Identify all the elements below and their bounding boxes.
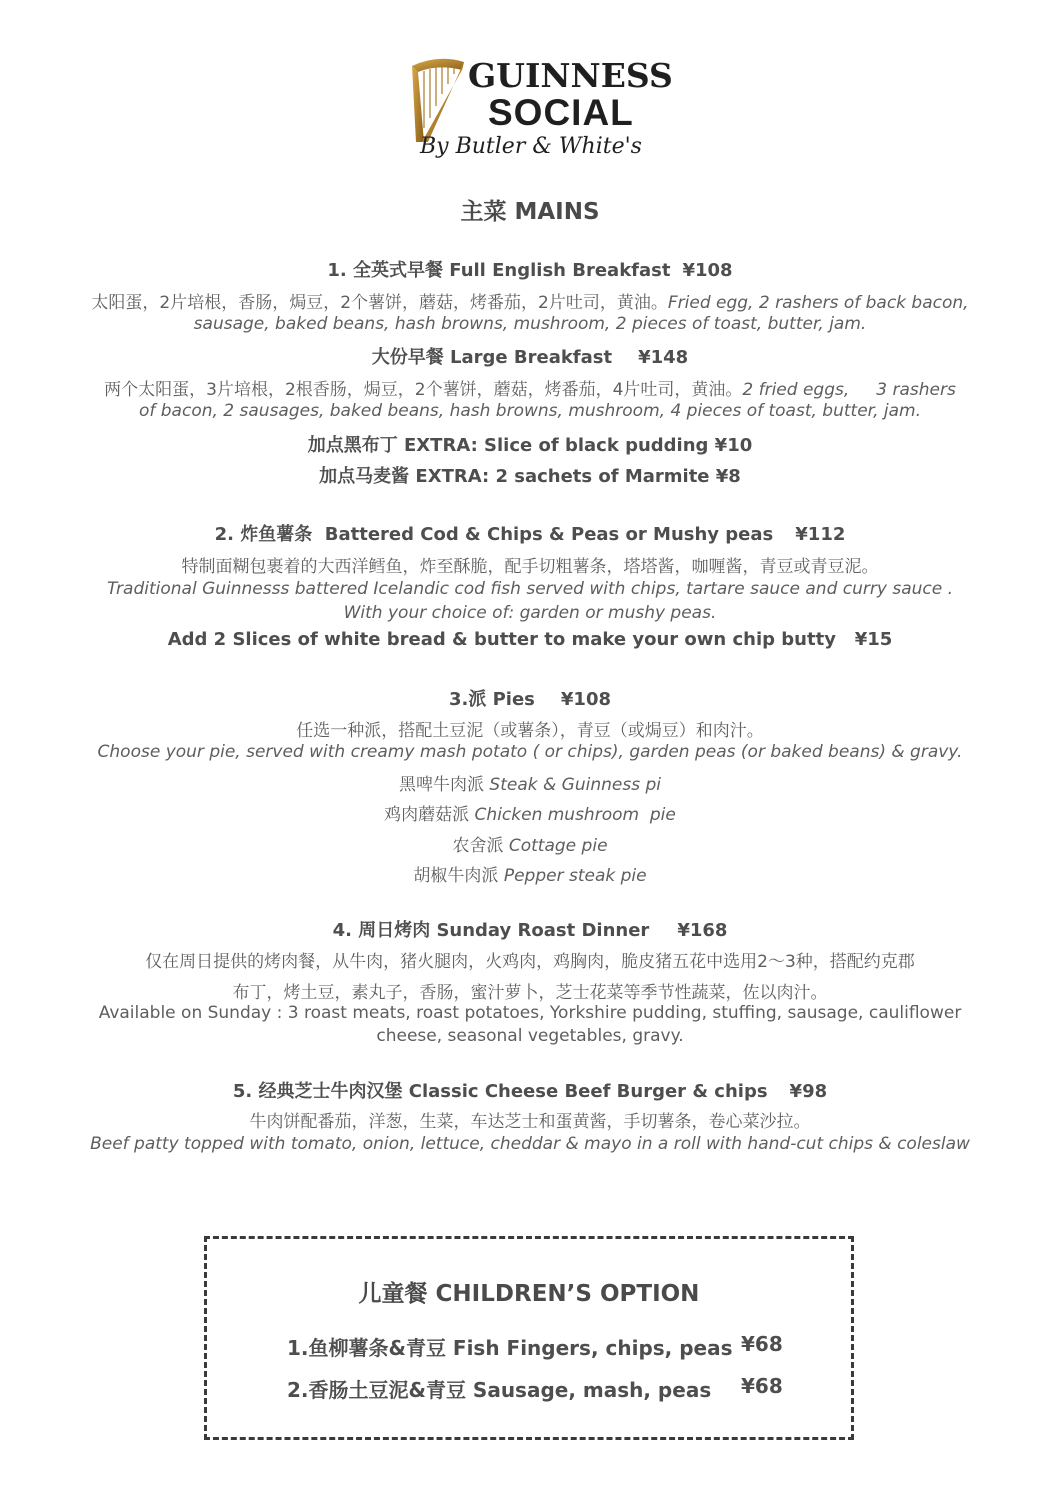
fish-desc-en2: With your choice of: garden or mushy peas.: [343, 603, 717, 623]
breakfast-price: ¥108: [682, 260, 733, 281]
roast-desc-zh1: 仅在周日提供的烤肉餐，从牛肉，猪火腿肉，火鸡肉，鸡胸肉，脆皮猪五花中选用2～3种，搭配约克郡: [145, 952, 915, 972]
roast-price: ¥168: [677, 920, 728, 941]
large-breakfast-desc-line1: [0, 375, 1060, 400]
pie-option-zh: 胡椒牛肉派: [413, 866, 499, 886]
fish-heading: [0, 520, 1060, 546]
roast-desc-en2: cheese, seasonal vegetables, gravy.: [376, 1026, 684, 1046]
roast-desc-zh2: 布丁，烤土豆，素丸子，香肠，蜜汁萝卜，芝士花菜等季节性蔬菜，佐以肉汁。: [232, 983, 828, 1003]
children-item-price: ¥68: [741, 1332, 783, 1356]
logo-name: SOCIAL: [488, 92, 634, 133]
fish-price: ¥112: [795, 524, 846, 545]
children-option-box: [204, 1236, 854, 1440]
pie-option-en: Pepper steak pie: [503, 866, 647, 886]
pie-option: [0, 831, 1060, 856]
pies-heading: [0, 685, 1060, 711]
pies-desc-zh: 任选一种派，搭配土豆泥（或薯条），青豆（或焗豆）和肉汁。: [296, 721, 764, 741]
breakfast-heading: [0, 256, 1060, 282]
breakfast-desc-en: Fried egg, 2 rashers of back bacon,: [667, 293, 969, 313]
logo-byline: By Butler & White's: [420, 134, 642, 159]
pie-option: [0, 770, 1060, 795]
guinness-social-logo: [408, 54, 673, 159]
pie-option-zh: 农舍派: [452, 836, 504, 856]
fish-desc-en1: Traditional Guinnesss battered Icelandic cod fish served with chips, tartare sauce and curry sauce .: [106, 579, 953, 599]
burger-desc-en: Beef patty topped with tomato, onion, lettuce, cheddar & mayo in a roll with hand-cut chips & coleslaw: [90, 1134, 970, 1154]
pie-option-en: Steak & Guinness pi: [489, 775, 661, 795]
pies-heading-text: 3.派 Pies: [448, 689, 535, 710]
pie-option-en: Chicken mushroom pie: [474, 805, 676, 825]
extra-black-pudding: 加点黑布丁 EXTRA: Slice of black pudding ¥10: [307, 435, 753, 456]
children-item-label: 2.香肠土豆泥&青豆 Sausage, mash, peas: [287, 1378, 712, 1402]
large-breakfast-desc-zh: 两个太阳蛋，3片培根，2根香肠，焗豆，2个薯饼，蘑菇，烤番茄，4片吐司，黄油。: [104, 380, 743, 400]
roast-heading-text: 4. 周日烤肉 Sunday Roast Dinner: [332, 920, 650, 941]
pies-price: ¥108: [560, 689, 612, 710]
pie-option: [0, 861, 1060, 886]
burger-heading: [0, 1077, 1060, 1103]
large-breakfast-desc-en: 2 fried eggs, 3 rashers: [742, 380, 956, 400]
burger-heading-text: 5. 经典芝士牛肉汉堡 Classic Cheese Beef Burger & chips: [232, 1081, 768, 1102]
breakfast-desc-zh: 太阳蛋，2片培根，香肠，焗豆，2个薯饼，蘑菇，烤番茄，2片吐司，黄油。: [91, 293, 668, 313]
roast-desc-en1: Available on Sunday : 3 roast meats, roast potatoes, Yorkshire pudding, stuffing, sausage, cauliflower: [98, 1003, 962, 1023]
pie-option-en: Cottage pie: [508, 836, 608, 856]
children-item-price: ¥68: [741, 1374, 783, 1398]
pies-desc-en: Choose your pie, served with creamy mash potato ( or chips), garden peas (or baked beans) & gravy.: [97, 742, 963, 762]
fish-addon: Add 2 Slices of white bread & butter to make your own chip butty ¥15: [167, 629, 893, 650]
logo-brand: GUINNESS: [468, 56, 673, 95]
breakfast-desc-line2: sausage, baked beans, hash browns, mushroom, 2 pieces of toast, butter, jam.: [193, 314, 867, 334]
mains-title: 主菜 MAINS: [460, 199, 600, 225]
children-title: 儿童餐 CHILDREN’S OPTION: [358, 1281, 700, 1307]
large-breakfast-price: ¥148: [638, 347, 689, 368]
large-breakfast-desc-line2: of bacon, 2 sausages, baked beans, hash browns, mushroom, 4 pieces of toast, butter, jam.: [138, 401, 922, 421]
roast-heading: [0, 916, 1060, 942]
harp-icon: [408, 56, 466, 144]
pie-option-zh: 鸡肉蘑菇派: [384, 805, 470, 825]
extra-marmite: 加点马麦酱 EXTRA: 2 sachets of Marmite ¥8: [319, 466, 741, 487]
children-item-label: 1.鱼柳薯条&青豆 Fish Fingers, chips, peas: [287, 1336, 733, 1360]
fish-heading-text: 2. 炸鱼薯条 Battered Cod & Chips & Peas or Mushy peas: [214, 524, 774, 545]
breakfast-heading-text: 1. 全英式早餐 Full English Breakfast: [327, 260, 671, 281]
burger-price: ¥98: [789, 1081, 828, 1102]
breakfast-desc-line1: [0, 288, 1060, 313]
fish-desc-zh: 特制面糊包裹着的大西洋鳕鱼，炸至酥脆，配手切粗薯条，塔塔酱，咖喱酱，青豆或青豆泥。: [181, 557, 879, 577]
large-breakfast-heading: [0, 343, 1060, 369]
burger-desc-zh: 牛肉饼配番茄，洋葱，生菜，车达芝士和蛋黄酱，手切薯条，卷心菜沙拉。: [249, 1112, 811, 1132]
pie-option-zh: 黑啤牛肉派: [399, 775, 485, 795]
large-breakfast-heading-text: 大份早餐 Large Breakfast: [371, 347, 613, 368]
pie-option: [0, 800, 1060, 825]
